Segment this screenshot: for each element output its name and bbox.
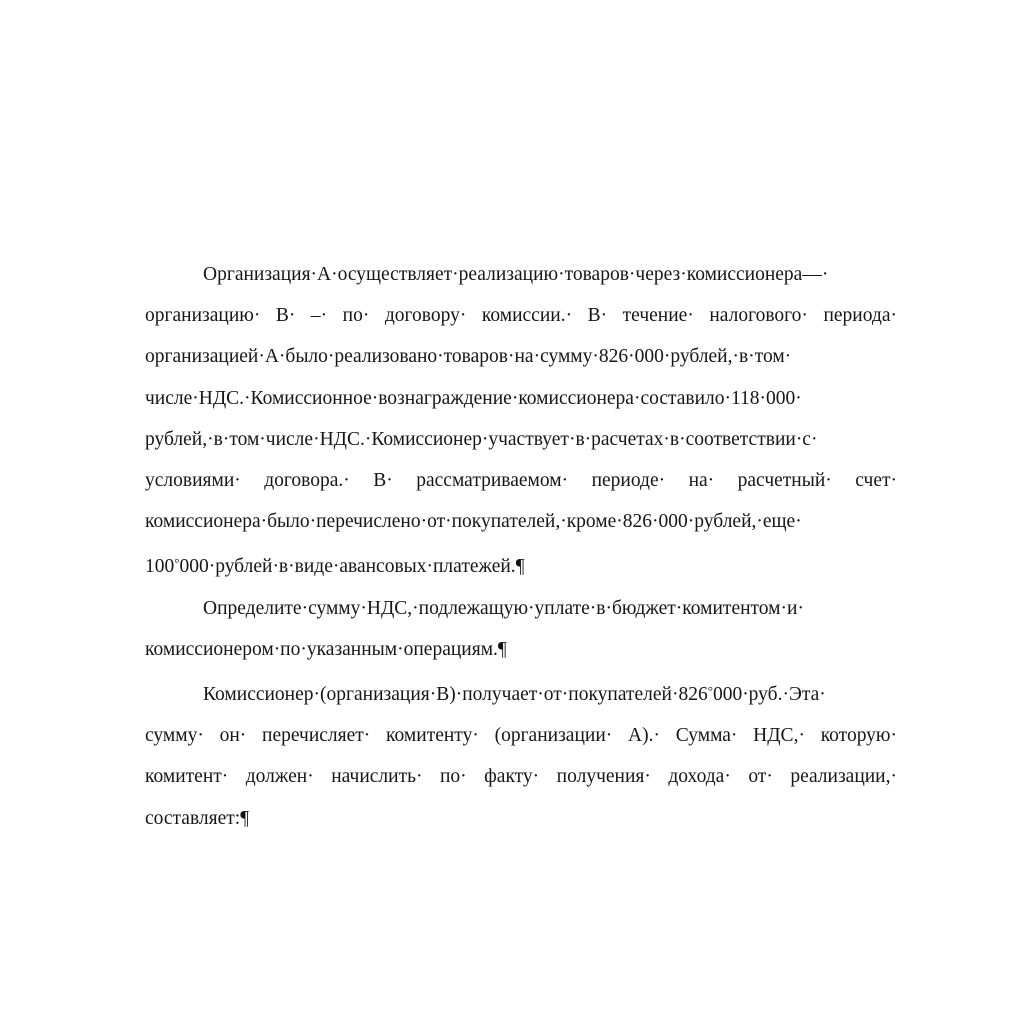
paragraph-3-line-2: сумму· он· перечисляет· комитенту· (организации· А).· Сумма· НДС,· которую· xyxy=(145,725,897,747)
paragraph-3 xyxy=(145,670,897,839)
paragraph-mark: ¶ xyxy=(497,638,507,660)
paragraph-1-line-5: рублей,·в·том·числе·НДС.·Комиссионер·участвует·в·расчетах·в·соответствии·с· xyxy=(145,428,818,450)
nonbreaking-space-mark: ° xyxy=(707,682,713,698)
paragraph-mark: ¶ xyxy=(515,556,525,578)
paragraph-3-line-3: комитент· должен· начислить· по· факту· получения· дохода· от· реализации,· xyxy=(145,766,897,788)
paragraph-2-line-1: Определите·сумму·НДС,·подлежащую·уплате·в·бюджет·комитентом·и· xyxy=(203,597,804,619)
paragraph-1-line-6: условиями· договора.· В· рассматриваемом· периоде· на· расчетный· счет· xyxy=(145,470,897,492)
paragraph-1-line-8: 100°000·рублей·в·виде·авансовых·платежей.¶ xyxy=(145,555,525,578)
document-text-body xyxy=(145,254,897,839)
paragraph-1-line-2: организацию· В· –· по· договору· комиссии.· В· течение· налогового· периода· xyxy=(145,305,897,327)
paragraph-1-line-3: организацией·А·было·реализовано·товаров·на·сумму·826·000·рублей,·в·том· xyxy=(145,346,792,368)
paragraph-2 xyxy=(145,588,897,670)
paragraph-1-line-4: числе·НДС.·Комиссионное·вознаграждение·комиссионера·составило·118·000· xyxy=(145,387,802,409)
paragraph-mark: ¶ xyxy=(240,807,250,829)
paragraph-1-line-7: комиссионера·было·перечислено·от·покупателей,·кроме·826·000·рублей,·еще· xyxy=(145,511,802,533)
paragraph-1-line-1: Организация·А·осуществляет·реализацию·товаров·через·комиссионера—· xyxy=(203,264,829,285)
paragraph-3-line-1: Комиссионер·(организация·В)·получает·от·покупателей·826°000·руб.·Эта· xyxy=(203,682,826,705)
paragraph-3-line-4: составляет:¶ xyxy=(145,807,250,829)
paragraph-1 xyxy=(145,254,897,588)
paragraph-2-line-2: комиссионером·по·указанным·операциям.¶ xyxy=(145,638,507,660)
nonbreaking-space-mark: ° xyxy=(174,555,180,571)
